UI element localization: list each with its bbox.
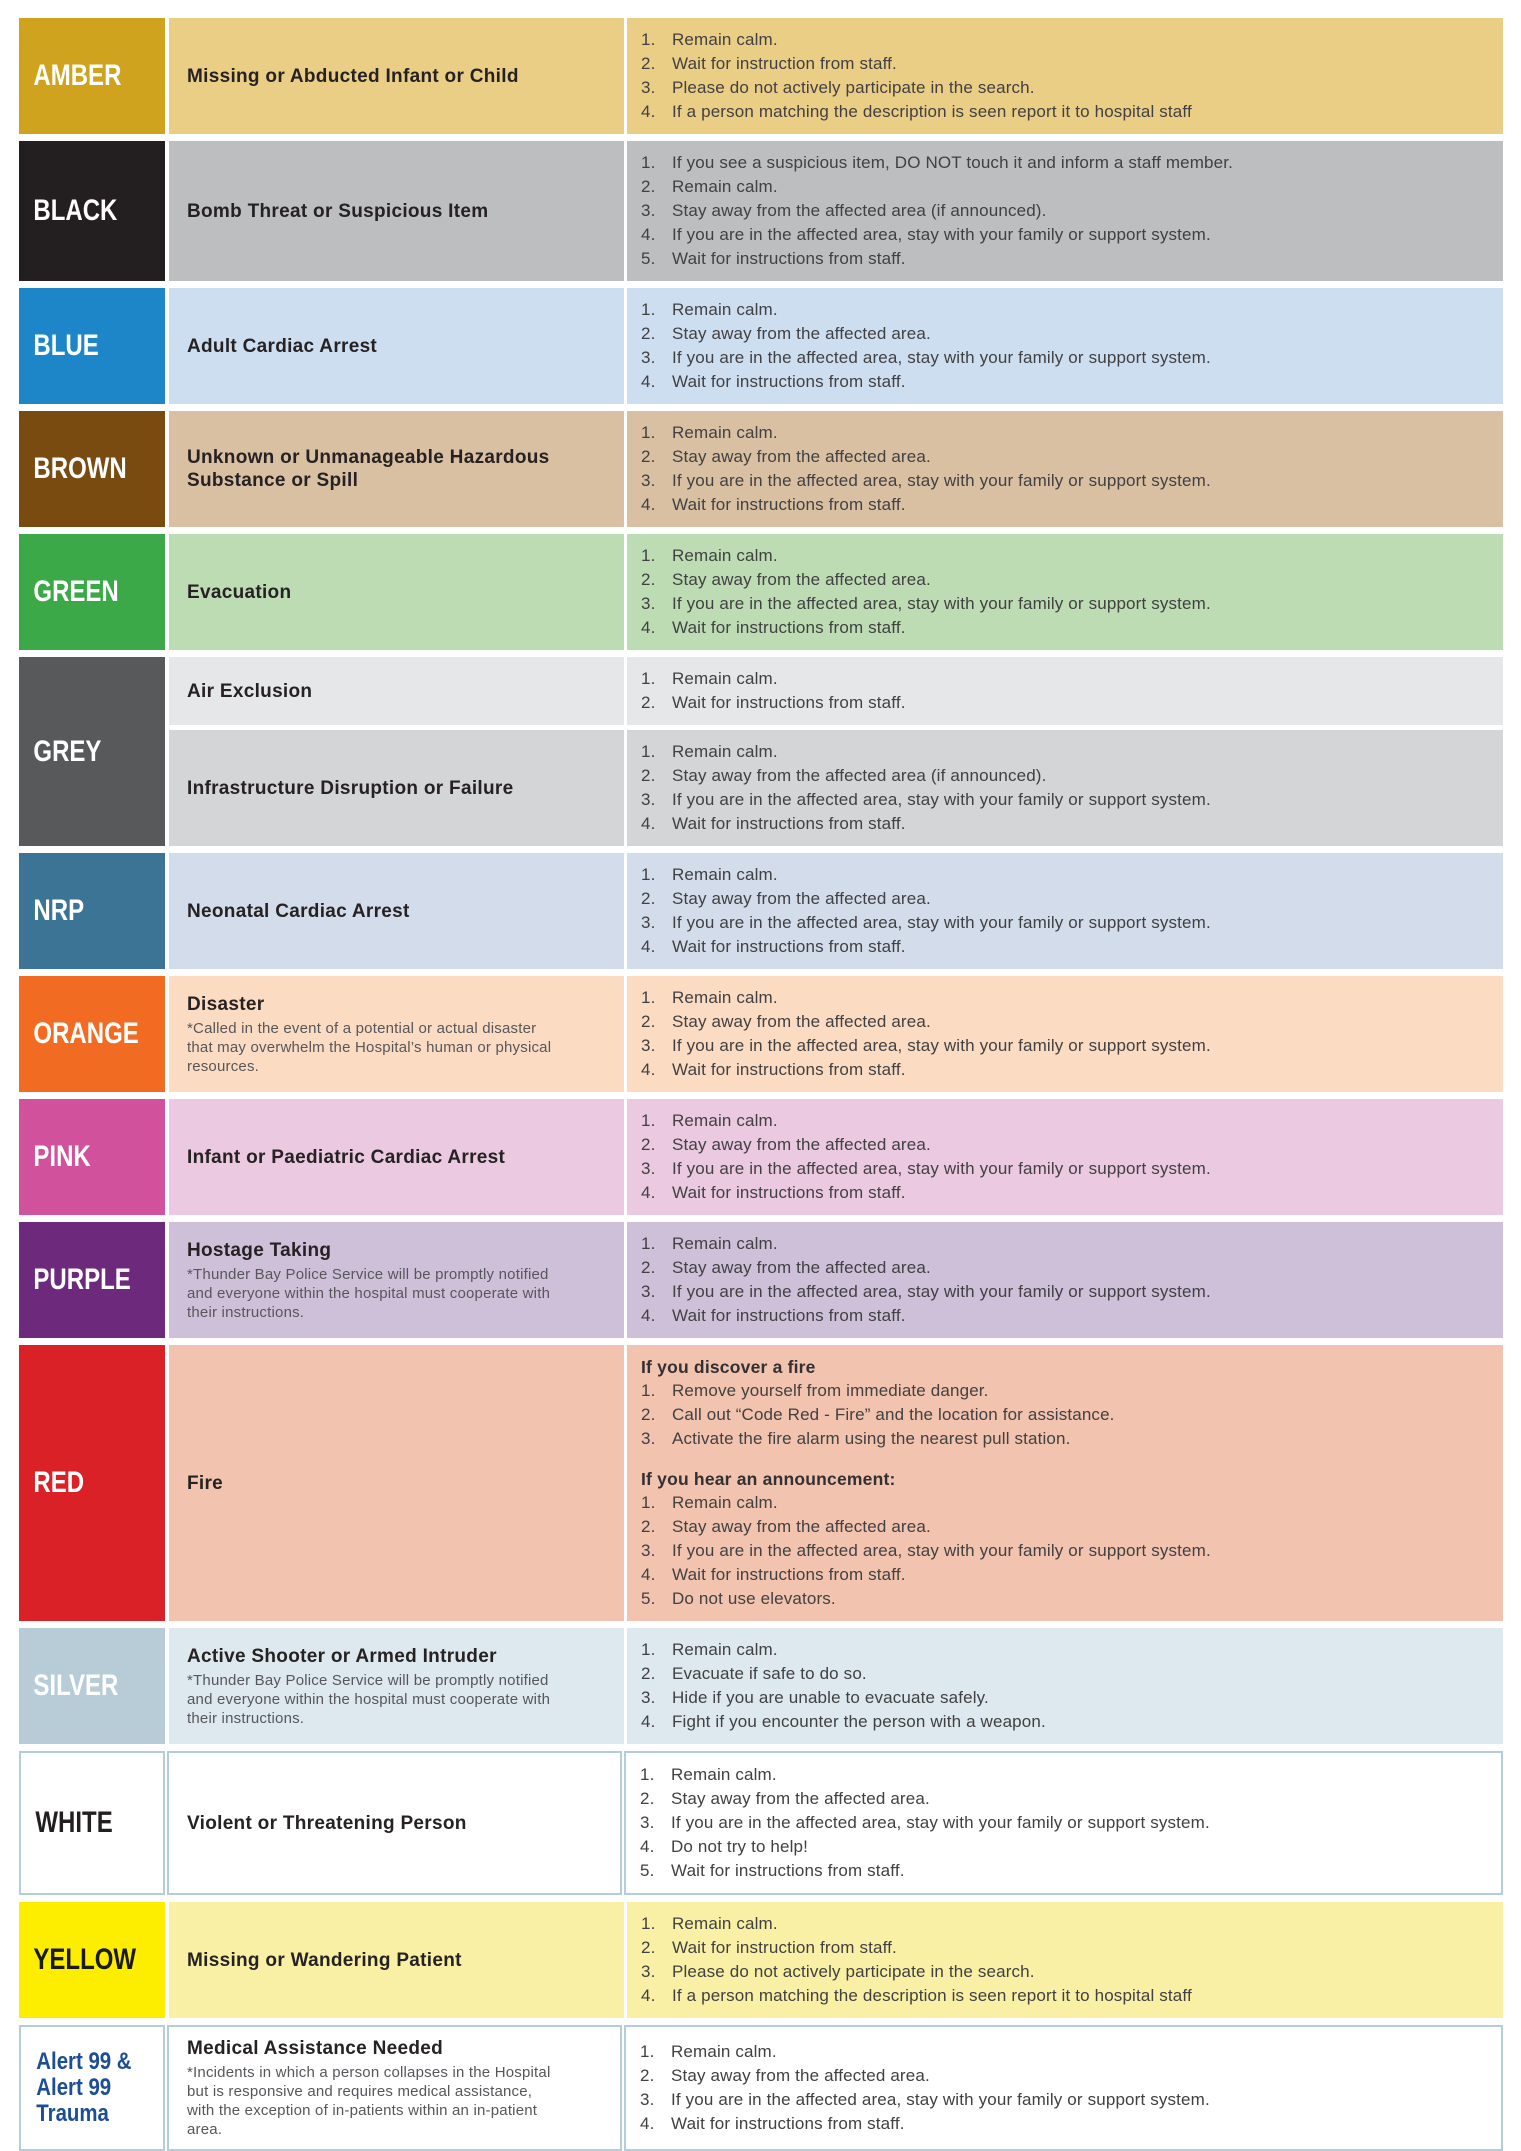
code-row	[19, 141, 1503, 281]
instruction-item: Remain calm.	[671, 2042, 777, 2061]
code-description: Missing or Abducted Infant or Child	[187, 65, 519, 87]
instruction-list	[641, 1232, 1479, 1328]
code-section	[169, 976, 1503, 1092]
code-swatch	[19, 976, 165, 1092]
code-row	[19, 976, 1503, 1092]
instruction-list	[641, 1379, 1479, 1451]
code-description-cell	[169, 288, 624, 404]
code-section	[169, 1902, 1503, 2018]
code-row	[19, 411, 1503, 527]
instruction-item: Stay away from the affected area (if announced).	[672, 201, 1047, 220]
code-swatch	[19, 853, 165, 969]
instruction-item: If you see a suspicious item, DO NOT touch it and inform a staff member.	[672, 153, 1234, 172]
code-row	[19, 2025, 1503, 2151]
code-description: Bomb Threat or Suspicious Item	[187, 200, 489, 222]
instruction-item: Remain calm.	[672, 669, 778, 688]
code-section	[169, 534, 1503, 650]
instruction-item: Wait for instructions from staff.	[671, 2114, 905, 2133]
row-sections	[169, 18, 1503, 134]
row-sections	[169, 1902, 1503, 2018]
code-note: *Called in the event of a potential or actual disaster that may overwhelm the Hospital’s human or physical resources.	[187, 1019, 552, 1075]
instruction-item: Wait for instructions from staff.	[672, 693, 906, 712]
instruction-item: Stay away from the affected area (if announced).	[672, 766, 1047, 785]
instruction-item: If you are in the affected area, stay with your family or support system.	[672, 1282, 1211, 1301]
code-swatch	[19, 657, 165, 846]
instruction-item: Wait for instructions from staff.	[672, 372, 906, 391]
instruction-item: Stay away from the affected area.	[672, 1135, 931, 1154]
instruction-item: Wait for instructions from staff.	[672, 1183, 906, 1202]
code-description: Infant or Paediatric Cardiac Arrest	[187, 1146, 506, 1168]
instructions-cell	[627, 853, 1503, 969]
code-label: BLACK	[33, 194, 118, 227]
code-description-cell	[169, 1099, 624, 1215]
code-description-cell	[167, 1751, 622, 1895]
code-row	[19, 1628, 1503, 1744]
instruction-item: Remain calm.	[672, 865, 778, 884]
instructions-cell	[627, 657, 1503, 725]
instruction-item: If you are in the affected area, stay with your family or support system.	[672, 471, 1211, 490]
code-row	[19, 534, 1503, 650]
code-section	[169, 1099, 1503, 1215]
instruction-group	[641, 544, 1479, 640]
code-description-cell	[169, 141, 624, 281]
instruction-item: Wait for instructions from staff.	[672, 495, 906, 514]
instruction-item: Wait for instructions from staff.	[672, 1060, 906, 1079]
instructions-cell	[627, 288, 1503, 404]
code-row	[19, 657, 1503, 846]
code-description: Disaster	[187, 993, 265, 1015]
instruction-item: Wait for instructions from staff.	[672, 249, 906, 268]
code-description-cell	[169, 657, 624, 725]
instruction-group	[641, 28, 1479, 124]
instruction-list	[641, 667, 1479, 715]
instruction-list	[641, 151, 1479, 271]
instruction-group	[641, 1638, 1479, 1734]
instruction-item: Remain calm.	[672, 988, 778, 1007]
code-row	[19, 1751, 1503, 1895]
instruction-item: Wait for instructions from staff.	[672, 1565, 906, 1584]
instruction-list	[641, 544, 1479, 640]
instruction-group	[641, 1912, 1479, 2008]
code-note: *Incidents in which a person collapses in the Hospital but is responsive and requires medical assistance, with the exception of in-patients within an in-patient area.	[187, 2064, 551, 2138]
code-note: *Thunder Bay Police Service will be promptly notified and everyone within the hospital must cooperate with their instructions.	[187, 1265, 551, 1321]
row-sections	[169, 411, 1503, 527]
code-swatch	[19, 1751, 165, 1895]
instruction-item: Stay away from the affected area.	[672, 1258, 931, 1277]
code-description-cell	[167, 2025, 622, 2151]
code-description-cell	[169, 1222, 624, 1338]
instruction-item: If you are in the affected area, stay with your family or support system.	[672, 790, 1211, 809]
instructions-cell	[627, 18, 1503, 134]
instruction-list	[641, 1491, 1479, 1611]
instruction-item: Wait for instruction from staff.	[672, 54, 897, 73]
instruction-item: Hide if you are unable to evacuate safely.	[672, 1688, 989, 1707]
code-label: WHITE	[35, 1806, 113, 1839]
instruction-group	[640, 2040, 1477, 2136]
instruction-group	[641, 863, 1479, 959]
code-description-cell	[169, 411, 624, 527]
row-sections	[169, 534, 1503, 650]
instruction-item: Wait for instruction from staff.	[672, 1938, 897, 1957]
code-section	[169, 18, 1503, 134]
code-swatch	[19, 18, 165, 134]
instruction-item: Remain calm.	[672, 423, 778, 442]
code-description-cell	[169, 1628, 624, 1744]
code-description: Air Exclusion	[187, 680, 313, 702]
instruction-list	[640, 1763, 1477, 1883]
instructions-cell	[627, 411, 1503, 527]
code-description-cell	[169, 853, 624, 969]
instruction-item: Wait for instructions from staff.	[671, 1861, 905, 1880]
instruction-item: Fight if you encounter the person with a weapon.	[672, 1712, 1046, 1731]
instruction-item: Remain calm.	[672, 300, 778, 319]
instruction-group	[641, 298, 1479, 394]
code-description: Medical Assistance Needed	[187, 2038, 444, 2059]
instruction-item: If you are in the affected area, stay with your family or support system.	[672, 1036, 1211, 1055]
instruction-item: If you are in the affected area, stay with your family or support system.	[671, 1813, 1210, 1832]
code-description: Missing or Wandering Patient	[187, 1949, 462, 1971]
instruction-item: If you are in the affected area, stay with your family or support system.	[672, 1159, 1211, 1178]
instruction-item: Stay away from the affected area.	[671, 2066, 930, 2085]
instructions-cell	[624, 1751, 1503, 1895]
instruction-list	[641, 740, 1479, 836]
instructions-cell	[627, 534, 1503, 650]
instruction-item: Remain calm.	[672, 1493, 778, 1512]
code-note: *Thunder Bay Police Service will be promptly notified and everyone within the hospital must cooperate with their instructions.	[187, 1671, 551, 1727]
instruction-item: Wait for instructions from staff.	[672, 814, 906, 833]
instruction-list	[641, 298, 1479, 394]
instructions-cell	[627, 1099, 1503, 1215]
code-section	[169, 730, 1503, 846]
code-description-cell	[169, 1345, 624, 1621]
row-sections	[169, 288, 1503, 404]
instructions-cell	[624, 2025, 1503, 2151]
code-description: Active Shooter or Armed Intruder	[187, 1645, 497, 1667]
row-sections	[169, 853, 1503, 969]
code-swatch	[19, 1222, 165, 1338]
instruction-list	[641, 28, 1479, 124]
row-sections	[167, 1751, 1503, 1895]
row-sections	[169, 1628, 1503, 1744]
code-description: Fire	[187, 1472, 224, 1494]
instruction-group	[641, 667, 1479, 715]
code-section	[169, 288, 1503, 404]
instruction-item: Wait for instructions from staff.	[672, 937, 906, 956]
row-sections	[169, 657, 1503, 846]
instruction-item: If you are in the affected area, stay with your family or support system.	[672, 348, 1211, 367]
instruction-item: Stay away from the affected area.	[671, 1789, 930, 1808]
instruction-item: If you are in the affected area, stay with your family or support system.	[672, 913, 1211, 932]
instruction-item: Remain calm.	[672, 1111, 778, 1130]
code-row	[19, 288, 1503, 404]
instruction-item: Stay away from the affected area.	[672, 570, 931, 589]
instruction-group	[641, 151, 1479, 271]
instructions-cell	[627, 1345, 1503, 1621]
instruction-list	[641, 1638, 1479, 1734]
code-label: PINK	[33, 1140, 91, 1173]
code-description-cell	[169, 730, 624, 846]
code-description: Unknown or Unmanageable Hazardous Substance or Spill	[187, 447, 550, 491]
code-label: NRP	[33, 894, 85, 927]
instructions-cell	[627, 730, 1503, 846]
instruction-item: Call out “Code Red - Fire” and the location for assistance.	[672, 1405, 1115, 1424]
instruction-list	[641, 421, 1479, 517]
instruction-item: Activate the fire alarm using the nearest pull station.	[672, 1429, 1071, 1448]
code-description: Neonatal Cardiac Arrest	[187, 900, 410, 922]
code-swatch	[19, 534, 165, 650]
code-swatch	[19, 1099, 165, 1215]
code-description-cell	[169, 976, 624, 1092]
instruction-group	[641, 1355, 1479, 1451]
instruction-item: If a person matching the description is seen report it to hospital staff	[672, 1986, 1192, 2005]
instruction-list	[641, 1109, 1479, 1205]
code-description-cell	[169, 1902, 624, 2018]
code-description: Adult Cardiac Arrest	[187, 335, 378, 357]
instruction-item: Stay away from the affected area.	[672, 1012, 931, 1031]
code-row	[19, 1345, 1503, 1621]
row-sections	[169, 976, 1503, 1092]
instruction-list	[641, 1912, 1479, 2008]
code-label: BLUE	[33, 329, 99, 362]
code-row	[19, 1222, 1503, 1338]
instructions-cell	[627, 1628, 1503, 1744]
instructions-cell	[627, 1902, 1503, 2018]
code-description: Hostage Taking	[187, 1239, 332, 1261]
instruction-item: Remain calm.	[672, 1234, 778, 1253]
code-label: GREY	[33, 734, 102, 768]
instruction-item: Remain calm.	[672, 546, 778, 565]
instruction-list	[641, 863, 1479, 959]
code-swatch	[19, 141, 165, 281]
instruction-item: If you are in the affected area, stay with your family or support system.	[672, 1541, 1211, 1560]
instructions-cell	[627, 141, 1503, 281]
instruction-list	[641, 986, 1479, 1082]
instruction-item: Remain calm.	[672, 1640, 778, 1659]
instruction-item: Remain calm.	[672, 1914, 778, 1933]
instruction-group	[641, 740, 1479, 836]
code-description: Evacuation	[187, 581, 292, 603]
code-section	[169, 1222, 1503, 1338]
code-label: YELLOW	[33, 1943, 137, 1976]
instruction-item: If you are in the affected area, stay with your family or support system.	[671, 2090, 1210, 2109]
code-swatch	[19, 2025, 165, 2151]
code-section	[169, 853, 1503, 969]
row-sections	[169, 141, 1503, 281]
code-label: PURPLE	[33, 1263, 131, 1296]
code-table	[19, 18, 1503, 2151]
instruction-item: Do not try to help!	[671, 1837, 809, 1856]
code-label: ORANGE	[33, 1017, 139, 1050]
code-row	[19, 1099, 1503, 1215]
instruction-list	[640, 2040, 1477, 2136]
instruction-item: Please do not actively participate in the search.	[672, 1962, 1035, 1981]
instruction-item: Do not use elevators.	[672, 1589, 836, 1608]
code-description-cell	[169, 18, 624, 134]
instruction-item: Remain calm.	[672, 30, 778, 49]
instruction-heading: If you hear an announcement:	[641, 1469, 896, 1489]
code-section	[169, 1345, 1503, 1621]
instruction-item: Stay away from the affected area.	[672, 1517, 931, 1536]
code-section	[167, 2025, 1503, 2151]
code-swatch	[19, 411, 165, 527]
code-section	[169, 411, 1503, 527]
instruction-item: Please do not actively participate in the search.	[672, 78, 1035, 97]
code-section	[169, 141, 1503, 281]
code-description: Violent or Threatening Person	[187, 1812, 467, 1834]
row-sections	[169, 1222, 1503, 1338]
instruction-item: Stay away from the affected area.	[672, 889, 931, 908]
instruction-item: Remove yourself from immediate danger.	[672, 1381, 989, 1400]
instruction-group	[640, 1763, 1477, 1883]
instruction-item: Remain calm.	[671, 1765, 777, 1784]
code-row	[19, 1902, 1503, 2018]
instruction-item: Wait for instructions from staff.	[672, 1306, 906, 1325]
instructions-cell	[627, 976, 1503, 1092]
instruction-group	[641, 421, 1479, 517]
row-sections	[169, 1345, 1503, 1621]
instruction-item: Stay away from the affected area.	[672, 447, 931, 466]
code-swatch	[19, 1345, 165, 1621]
code-label: SILVER	[33, 1669, 119, 1702]
instruction-item: Remain calm.	[672, 177, 778, 196]
code-swatch	[19, 1902, 165, 2018]
code-label: BROWN	[33, 452, 127, 485]
code-label: AMBER	[33, 59, 122, 92]
code-section	[169, 657, 1503, 725]
row-sections	[167, 2025, 1503, 2151]
code-row	[19, 853, 1503, 969]
code-description-cell	[169, 534, 624, 650]
instruction-item: Stay away from the affected area.	[672, 324, 931, 343]
instruction-item: If you are in the affected area, stay with your family or support system.	[672, 225, 1211, 244]
instruction-item: Evacuate if safe to do so.	[672, 1664, 867, 1683]
instruction-heading: If you discover a fire	[641, 1357, 816, 1377]
code-swatch	[19, 288, 165, 404]
code-swatch	[19, 1628, 165, 1744]
code-label: Alert 99 & Alert 99 Trauma	[36, 2048, 132, 2127]
code-section	[167, 1751, 1503, 1895]
code-label: GREEN	[33, 575, 119, 608]
code-description: Infrastructure Disruption or Failure	[187, 777, 514, 799]
code-section	[169, 1628, 1503, 1744]
row-sections	[169, 1099, 1503, 1215]
instruction-group	[641, 1232, 1479, 1328]
code-label: RED	[33, 1466, 85, 1499]
code-row	[19, 18, 1503, 134]
instruction-item: If you are in the affected area, stay with your family or support system.	[672, 594, 1211, 613]
instruction-item: Remain calm.	[672, 742, 778, 761]
instruction-item: If a person matching the description is seen report it to hospital staff	[672, 102, 1192, 121]
instructions-cell	[627, 1222, 1503, 1338]
instruction-item: Wait for instructions from staff.	[672, 618, 906, 637]
instruction-group	[641, 986, 1479, 1082]
instruction-group	[641, 1467, 1479, 1611]
instruction-group	[641, 1109, 1479, 1205]
